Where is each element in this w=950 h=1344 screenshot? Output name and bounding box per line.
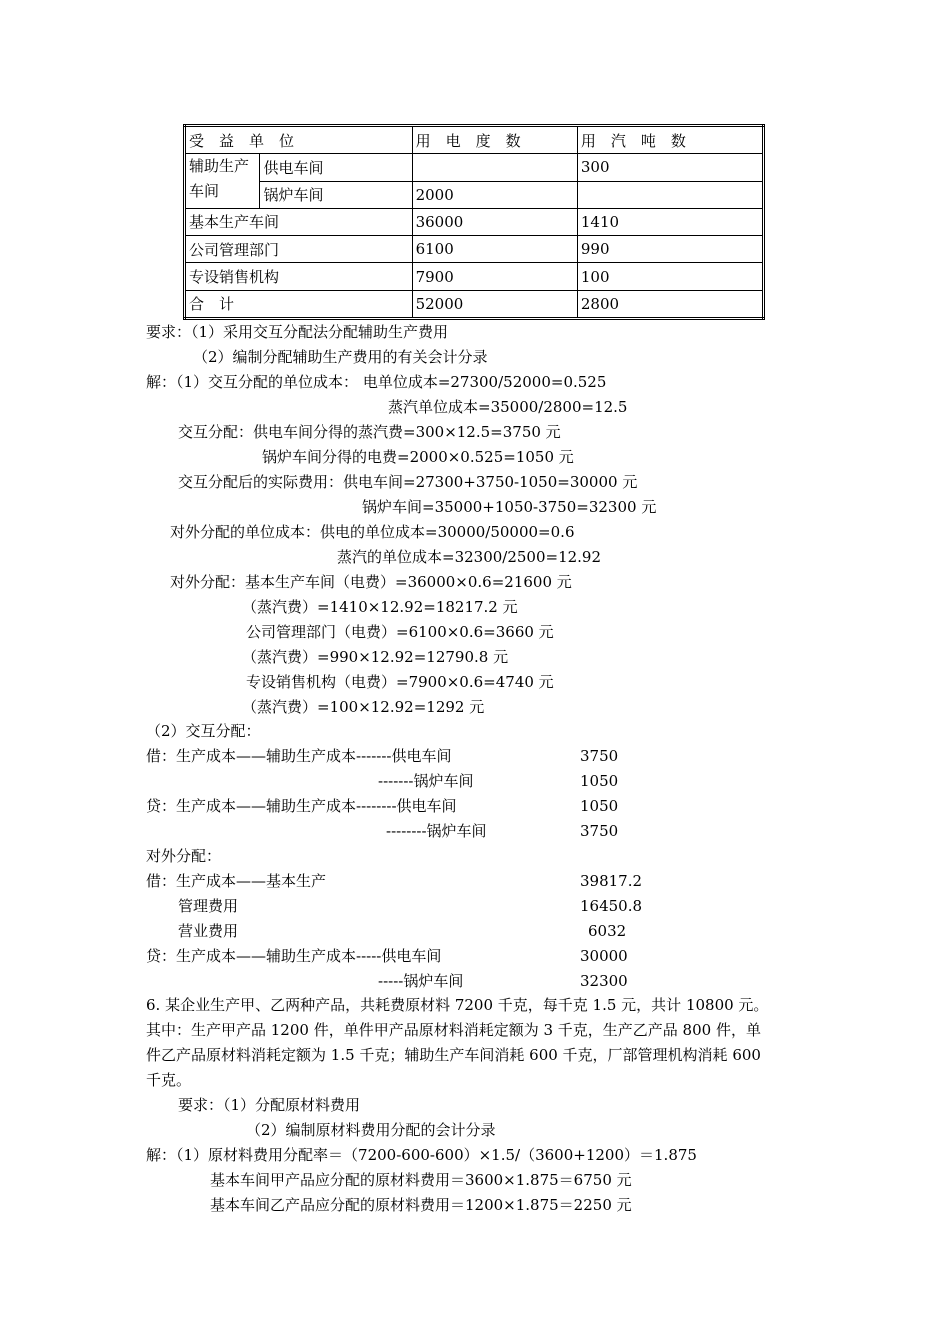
header-unit: 受 益 单 位 [185, 126, 413, 154]
journal-entry-line: 贷：生产成本——辅助生产成本-----供电车间 [146, 947, 442, 965]
steam-cell: 100 [577, 263, 763, 290]
solution-line: 对外分配的单位成本：供电的单位成本=30000/50000=0.6 [170, 523, 575, 541]
table-row [185, 236, 764, 263]
power-cell [412, 154, 577, 181]
solution-line: 蒸汽的单位成本=32300/2500=12.92 [337, 548, 602, 566]
header-steam: 用 汽 吨 数 [577, 126, 763, 154]
requirement-line: 要求：（1）分配原材料费用 [178, 1096, 361, 1114]
steam-cell [577, 181, 763, 208]
unit-cell: 公司管理部门 [185, 236, 413, 263]
journal-entry-line: 管理费用 [178, 897, 239, 915]
unit-cell: 供电车间 [260, 154, 412, 181]
solution-line: 锅炉车间=35000+1050-3750=32300 元 [362, 498, 657, 516]
table-total-row [185, 290, 764, 318]
journal-amount: 6032 [588, 922, 627, 940]
journal-amount: 1050 [580, 772, 619, 790]
usage-table [183, 124, 765, 320]
power-cell: 36000 [412, 208, 577, 235]
section-heading: 对外分配： [146, 847, 222, 865]
steam-cell: 990 [577, 236, 763, 263]
journal-entry-line: -----锅炉车间 [378, 972, 464, 990]
steam-cell: 300 [577, 154, 763, 181]
requirement-line: （2）编制原材料费用分配的会计分录 [246, 1121, 496, 1139]
table-row [185, 208, 764, 235]
solution-line: 交互分配后的实际费用：供电车间=27300+3750-1050=30000 元 [178, 473, 638, 491]
solution-line: 解：（1）交互分配的单位成本： 电单位成本=27300/52000=0.525 [146, 373, 607, 391]
journal-amount: 32300 [580, 972, 628, 990]
section-heading: （2）交互分配： [146, 722, 261, 740]
problem-text: 其中：生产甲产品 1200 件，单件甲产品原材料消耗定额为 3 千克，生产乙产品 800 件，单 [146, 1021, 761, 1039]
solution-line: 解：（1）原材料费用分配率＝（7200-600-600）×1.5/（3600+1200）＝1.875 [146, 1146, 697, 1164]
power-cell: 7900 [412, 263, 577, 290]
problem-text: 件乙产品原材料消耗定额为 1.5 千克；辅助生产车间消耗 600 千克，厂部管理机构消耗 600 [146, 1046, 761, 1064]
solution-line: （蒸汽费）=1410×12.92=18217.2 元 [242, 598, 518, 616]
solution-line: 公司管理部门（电费）=6100×0.6=3660 元 [246, 623, 554, 641]
requirement-line: 要求：（1）采用交互分配法分配辅助生产费用 [146, 323, 449, 341]
problem-text: 6. 某企业生产甲、乙两种产品，共耗费原材料 7200 千克，每千克 1.5 元，共计 10800 元。 [146, 996, 769, 1014]
power-cell: 6100 [412, 236, 577, 263]
journal-entry-line: --------锅炉车间 [386, 822, 487, 840]
unit-cell: 锅炉车间 [260, 181, 412, 208]
solution-line: 基本车间甲产品应分配的原材料费用＝3600×1.875＝6750 元 [210, 1171, 632, 1189]
table-row [185, 263, 764, 290]
journal-entry-line: 贷：生产成本——辅助生产成本--------供电车间 [146, 797, 457, 815]
journal-amount: 1050 [580, 797, 619, 815]
journal-entry-line: 借：生产成本——辅助生产成本-------供电车间 [146, 747, 452, 765]
journal-entry-line: 营业费用 [178, 922, 239, 940]
journal-entry-line: -------锅炉车间 [378, 772, 474, 790]
steam-cell: 1410 [577, 208, 763, 235]
table-row [185, 154, 764, 181]
group-label-aux: 辅助生产车间 [185, 154, 260, 209]
solution-line: （蒸汽费）=100×12.92=1292 元 [242, 698, 485, 716]
solution-line: 蒸汽单位成本=35000/2800=12.5 [388, 398, 628, 416]
steam-cell: 2800 [577, 290, 763, 318]
unit-cell: 合 计 [185, 290, 413, 318]
journal-amount: 3750 [580, 747, 619, 765]
solution-line: 专设销售机构（电费）=7900×0.6=4740 元 [246, 673, 554, 691]
journal-amount: 16450.8 [580, 897, 643, 915]
solution-line: 交互分配：供电车间分得的蒸汽费=300×12.5=3750 元 [178, 423, 561, 441]
unit-cell: 专设销售机构 [185, 263, 413, 290]
solution-line: （蒸汽费）=990×12.92=12790.8 元 [242, 648, 509, 666]
unit-cell: 基本生产车间 [185, 208, 413, 235]
power-cell: 52000 [412, 290, 577, 318]
solution-line: 对外分配：基本生产车间（电费）=36000×0.6=21600 元 [170, 573, 572, 591]
table-header-row [185, 126, 764, 154]
solution-line: 锅炉车间分得的电费=2000×0.525=1050 元 [262, 448, 574, 466]
requirement-line: （2）编制分配辅助生产费用的有关会计分录 [193, 348, 488, 366]
journal-amount: 3750 [580, 822, 619, 840]
header-power: 用 电 度 数 [412, 126, 577, 154]
solution-line: 基本车间乙产品应分配的原材料费用＝1200×1.875＝2250 元 [210, 1196, 632, 1214]
journal-entry-line: 借：生产成本——基本生产 [146, 872, 327, 890]
power-cell: 2000 [412, 181, 577, 208]
table-row [185, 181, 764, 208]
journal-amount: 30000 [580, 947, 628, 965]
problem-text: 千克。 [146, 1071, 192, 1089]
journal-amount: 39817.2 [580, 872, 643, 890]
